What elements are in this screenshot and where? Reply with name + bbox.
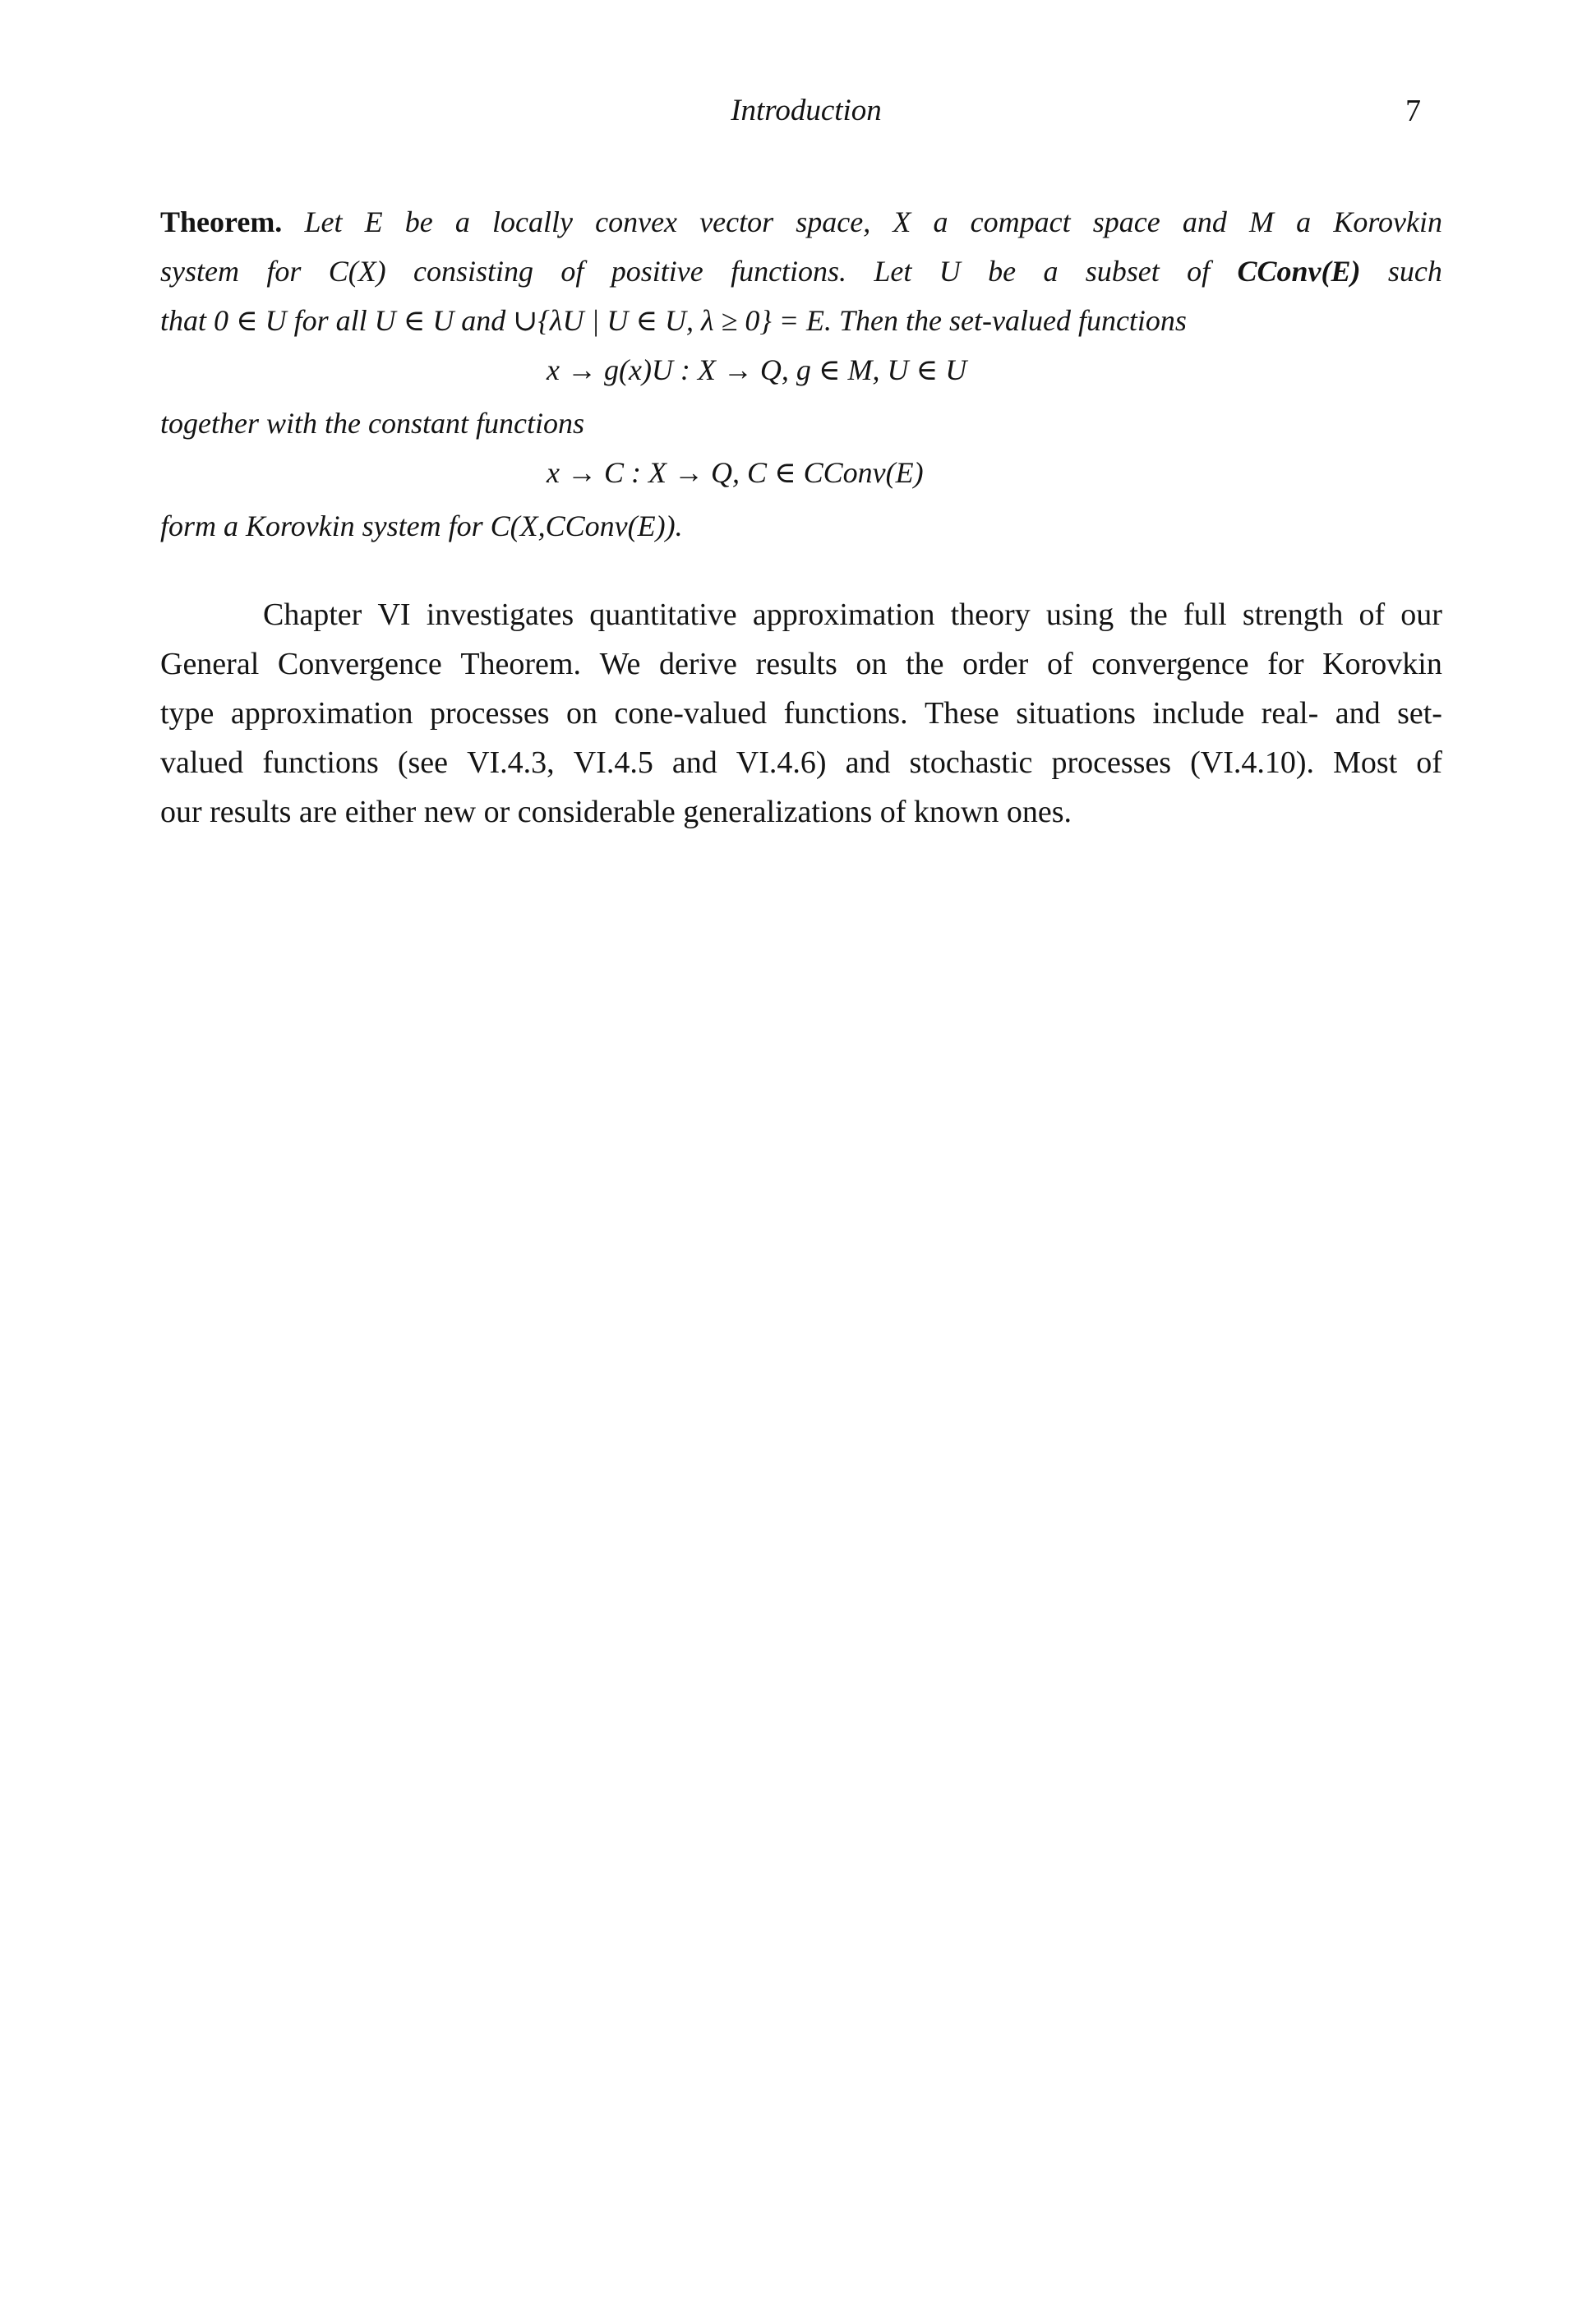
word: VI.4.5 bbox=[573, 745, 653, 780]
word: VI.4.3, bbox=[467, 745, 555, 780]
page-header bbox=[0, 90, 1596, 140]
word: General bbox=[160, 647, 260, 681]
word: stochastic bbox=[909, 745, 1033, 780]
page-number: 7 bbox=[1405, 94, 1421, 128]
paragraph-line-3 bbox=[160, 690, 1442, 736]
word: subset bbox=[1085, 255, 1160, 288]
theorem-label: Theorem. bbox=[160, 205, 283, 238]
word: convergence bbox=[1091, 647, 1249, 681]
word: our bbox=[1400, 597, 1442, 632]
word: using bbox=[1045, 597, 1114, 632]
word: theory bbox=[950, 597, 1031, 632]
word: a bbox=[1043, 255, 1059, 288]
word: compact bbox=[970, 205, 1071, 238]
word: system bbox=[160, 255, 239, 288]
word: be bbox=[404, 205, 433, 238]
word: VI.4.6) bbox=[736, 745, 827, 780]
running-head: Introduction bbox=[731, 94, 882, 127]
word: functions. bbox=[731, 255, 847, 288]
word: and bbox=[671, 745, 717, 780]
word: space, bbox=[796, 205, 871, 238]
paragraph-line-1 bbox=[263, 592, 1442, 638]
display-formula-2: x → C : X → Q, C ∈ CConv(E) bbox=[547, 456, 924, 489]
word: for bbox=[266, 255, 302, 288]
word: the bbox=[1129, 597, 1168, 632]
word: functions. bbox=[783, 696, 908, 731]
word: X bbox=[893, 205, 911, 238]
theorem-line-5: form a Korovkin system for C(X,CConv(E)). bbox=[160, 510, 683, 542]
word: approximation bbox=[752, 597, 935, 632]
word: for bbox=[1267, 647, 1304, 681]
word: Most bbox=[1333, 745, 1398, 780]
theorem-line-2 bbox=[160, 251, 1442, 292]
paragraph-line-4 bbox=[160, 740, 1442, 786]
paragraph-line-5: our results are either new or considerable generalizations of known ones. bbox=[160, 795, 1072, 829]
word: of bbox=[560, 255, 584, 288]
word: These bbox=[925, 696, 999, 731]
word: E bbox=[364, 205, 383, 238]
word: such bbox=[1387, 255, 1442, 288]
word: derive bbox=[658, 647, 737, 681]
word: locally bbox=[492, 205, 573, 238]
word: on bbox=[856, 647, 888, 681]
word: Korovkin bbox=[1322, 647, 1442, 681]
word: C(X) bbox=[328, 255, 386, 288]
word: CConv(E) bbox=[1237, 255, 1361, 288]
word: Chapter bbox=[263, 597, 362, 632]
word: real- bbox=[1261, 696, 1319, 731]
word: include bbox=[1152, 696, 1245, 731]
word: Theorem. bbox=[460, 647, 581, 681]
word: results bbox=[755, 647, 837, 681]
word: approximation bbox=[230, 696, 413, 731]
word: of bbox=[1046, 647, 1073, 681]
word: Korovkin bbox=[1333, 205, 1442, 238]
word: vector bbox=[699, 205, 774, 238]
word: and bbox=[845, 745, 891, 780]
word: (see bbox=[397, 745, 449, 780]
word: be bbox=[988, 255, 1017, 288]
word: M bbox=[1249, 205, 1275, 238]
word: consisting bbox=[413, 255, 534, 288]
word: VI bbox=[377, 597, 411, 632]
word: space bbox=[1092, 205, 1160, 238]
word: processes bbox=[429, 696, 550, 731]
word: order bbox=[962, 647, 1029, 681]
word: (VI.4.10). bbox=[1190, 745, 1315, 780]
word: the bbox=[906, 647, 944, 681]
word: Convergence bbox=[277, 647, 442, 681]
paragraph-line-2 bbox=[160, 641, 1442, 687]
word: Let bbox=[304, 205, 343, 238]
word: investigates bbox=[426, 597, 574, 632]
word: of bbox=[1416, 745, 1442, 780]
word: of bbox=[1358, 597, 1386, 632]
word: Let bbox=[874, 255, 912, 288]
word: full bbox=[1183, 597, 1227, 632]
word: a bbox=[933, 205, 948, 238]
theorem-line-1 bbox=[160, 201, 1442, 242]
word: situations bbox=[1016, 696, 1136, 731]
word: convex bbox=[595, 205, 678, 238]
word: on bbox=[566, 696, 598, 731]
word: and bbox=[1182, 205, 1227, 238]
word: processes bbox=[1051, 745, 1172, 780]
word: quantitative bbox=[589, 597, 737, 632]
word: of bbox=[1187, 255, 1211, 288]
word: cone-valued bbox=[614, 696, 768, 731]
word: positive bbox=[611, 255, 703, 288]
word: strength bbox=[1242, 597, 1344, 632]
word: set- bbox=[1397, 696, 1442, 731]
word: and bbox=[1335, 696, 1381, 731]
theorem-line-4: together with the constant functions bbox=[160, 407, 584, 440]
word: a bbox=[1296, 205, 1312, 238]
word: We bbox=[599, 647, 641, 681]
word: a bbox=[454, 205, 470, 238]
word: functions bbox=[262, 745, 379, 780]
theorem-line-3: that 0 ∈ U for all U ∈ U and ∪{λU | U ∈ U, λ ≥ 0} = E. Then the set-valued functions bbox=[160, 304, 1187, 337]
word: valued bbox=[160, 745, 244, 780]
word: type bbox=[160, 696, 214, 731]
display-formula-1: x → g(x)U : X → Q, g ∈ M, U ∈ U bbox=[547, 353, 967, 386]
word: U bbox=[939, 255, 961, 288]
